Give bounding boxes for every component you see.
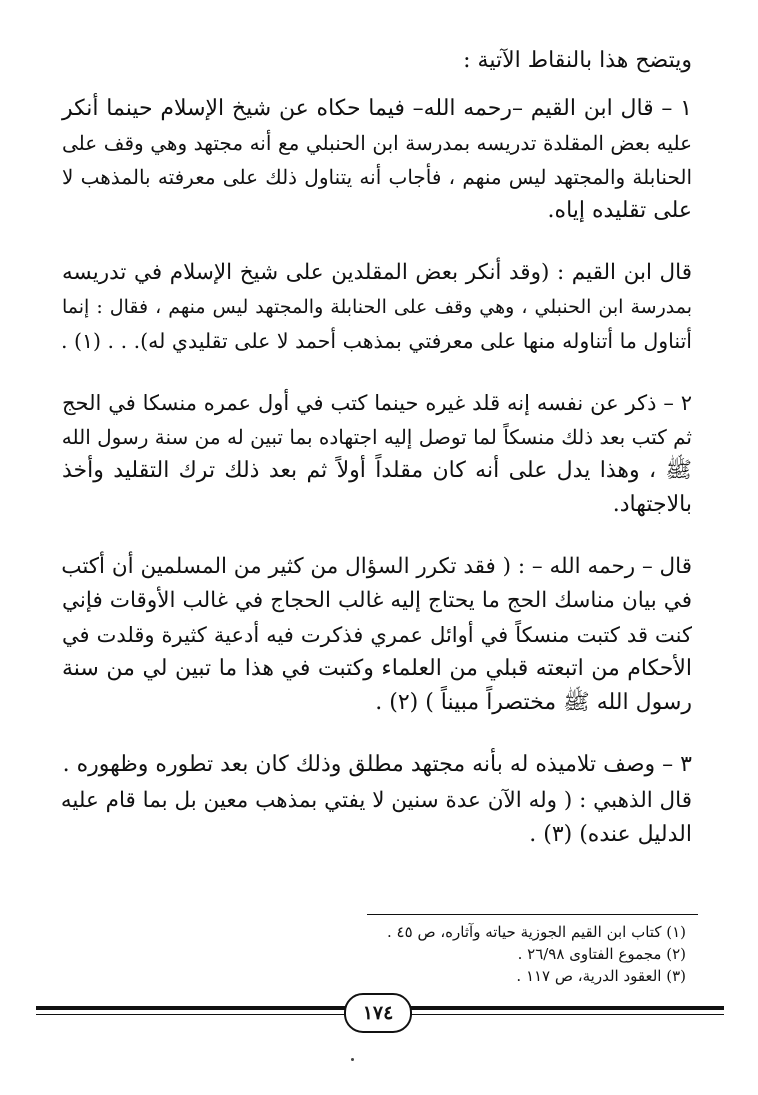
quote-2-line-4: الأحكام من اتبعته قبلي من العلماء وكتبت في هذا ما تبين لي من سنة: [62, 656, 692, 681]
point-1-line-1: ١ – قال ابن القيم –رحمه الله– فيما حكاه عن شيخ الإسلام حينما أنكر: [62, 96, 692, 121]
point-3-line-1: ٣ – وصف تلاميذه له بأنه مجتهد مطلق وذلك كان بعد تطوره وظهوره .: [62, 752, 692, 777]
page-number-badge: ١٧٤: [344, 993, 412, 1033]
footnote-2: (٢) مجموع الفتاوى ٢٦/٩٨ .: [517, 945, 686, 963]
point-1-line-4: على تقليده إياه.: [547, 198, 692, 223]
point-2-line-1: ٢ – ذكر عن نفسه إنه قلد غيره حينما كتب في أول عمره منسكا في الحج: [62, 391, 692, 415]
intro-line: ويتضح هذا بالنقاط الآتية :: [463, 48, 692, 73]
quote-3-line-2: الدليل عنده) (٣) .: [529, 822, 692, 847]
quote-1-line-3: أتناول ما أتناوله منها على معرفتي بمذهب أحمد لا على تقليدي له). . . (١) .: [61, 329, 692, 353]
quote-1-line-1: قال ابن القيم : (وقد أنكر بعض المقلدين على شيخ الإسلام في تدريسه: [62, 260, 692, 285]
footnote-3: (٣) العقود الدرية، ص ١١٧ .: [516, 967, 686, 985]
quote-3-line-1: قال الذهبي : ( وله الآن عدة سنين لا يفتي بمذهب معين بل بما قام عليه: [60, 788, 692, 813]
footnote-separator: [367, 914, 698, 915]
quote-2-line-5: رسول الله ﷺ مختصراً مبيناً ) (٢) .: [375, 690, 692, 715]
point-2-line-2: ثم كتب بعد ذلك منسكاً لما توصل إليه اجتهاده بما تبين له من سنة رسول الله: [61, 425, 692, 449]
quote-2-line-1: قال – رحمه الله – : ( فقد تكرر السؤال من كثير من المسلمين أن أكتب: [61, 554, 692, 579]
point-1-line-2: عليه بعض المقلدة تدريسه بمدرسة ابن الحنبلي مع أنه مجتهد وهي وقف على: [62, 131, 692, 155]
quote-1-line-2: بمدرسة ابن الحنبلي ، وهي وقف على الحنابلة والمجتهد ليس منهم ، فقال : إنما: [62, 296, 692, 318]
point-1-line-3: الحنابلة والمجتهد ليس منهم ، فأجاب أنه يتناول ذلك على معرفته بالمذهب لا: [62, 165, 692, 189]
scan-dot: [351, 1058, 354, 1061]
quote-2-line-3: كنت قد كتبت منسكاً في أوائل عمري فذكرت فيه أدعية كثيرة وقلدت في: [62, 623, 692, 647]
footnote-1: (١) كتاب ابن القيم الجوزية حياته وآثاره، ص ٤٥ .: [387, 923, 686, 941]
point-2-line-3: ﷺ ، وهذا يدل على أنه كان مقلداً أولاً ثم بعد ذلك ترك التقليد وأخذ: [62, 458, 692, 483]
quote-2-line-2: في بيان مناسك الحج ما يحتاج إليه غالب الحجاج في غالب الأوقات فإني: [62, 588, 692, 613]
point-2-line-4: بالاجتهاد.: [612, 492, 692, 517]
